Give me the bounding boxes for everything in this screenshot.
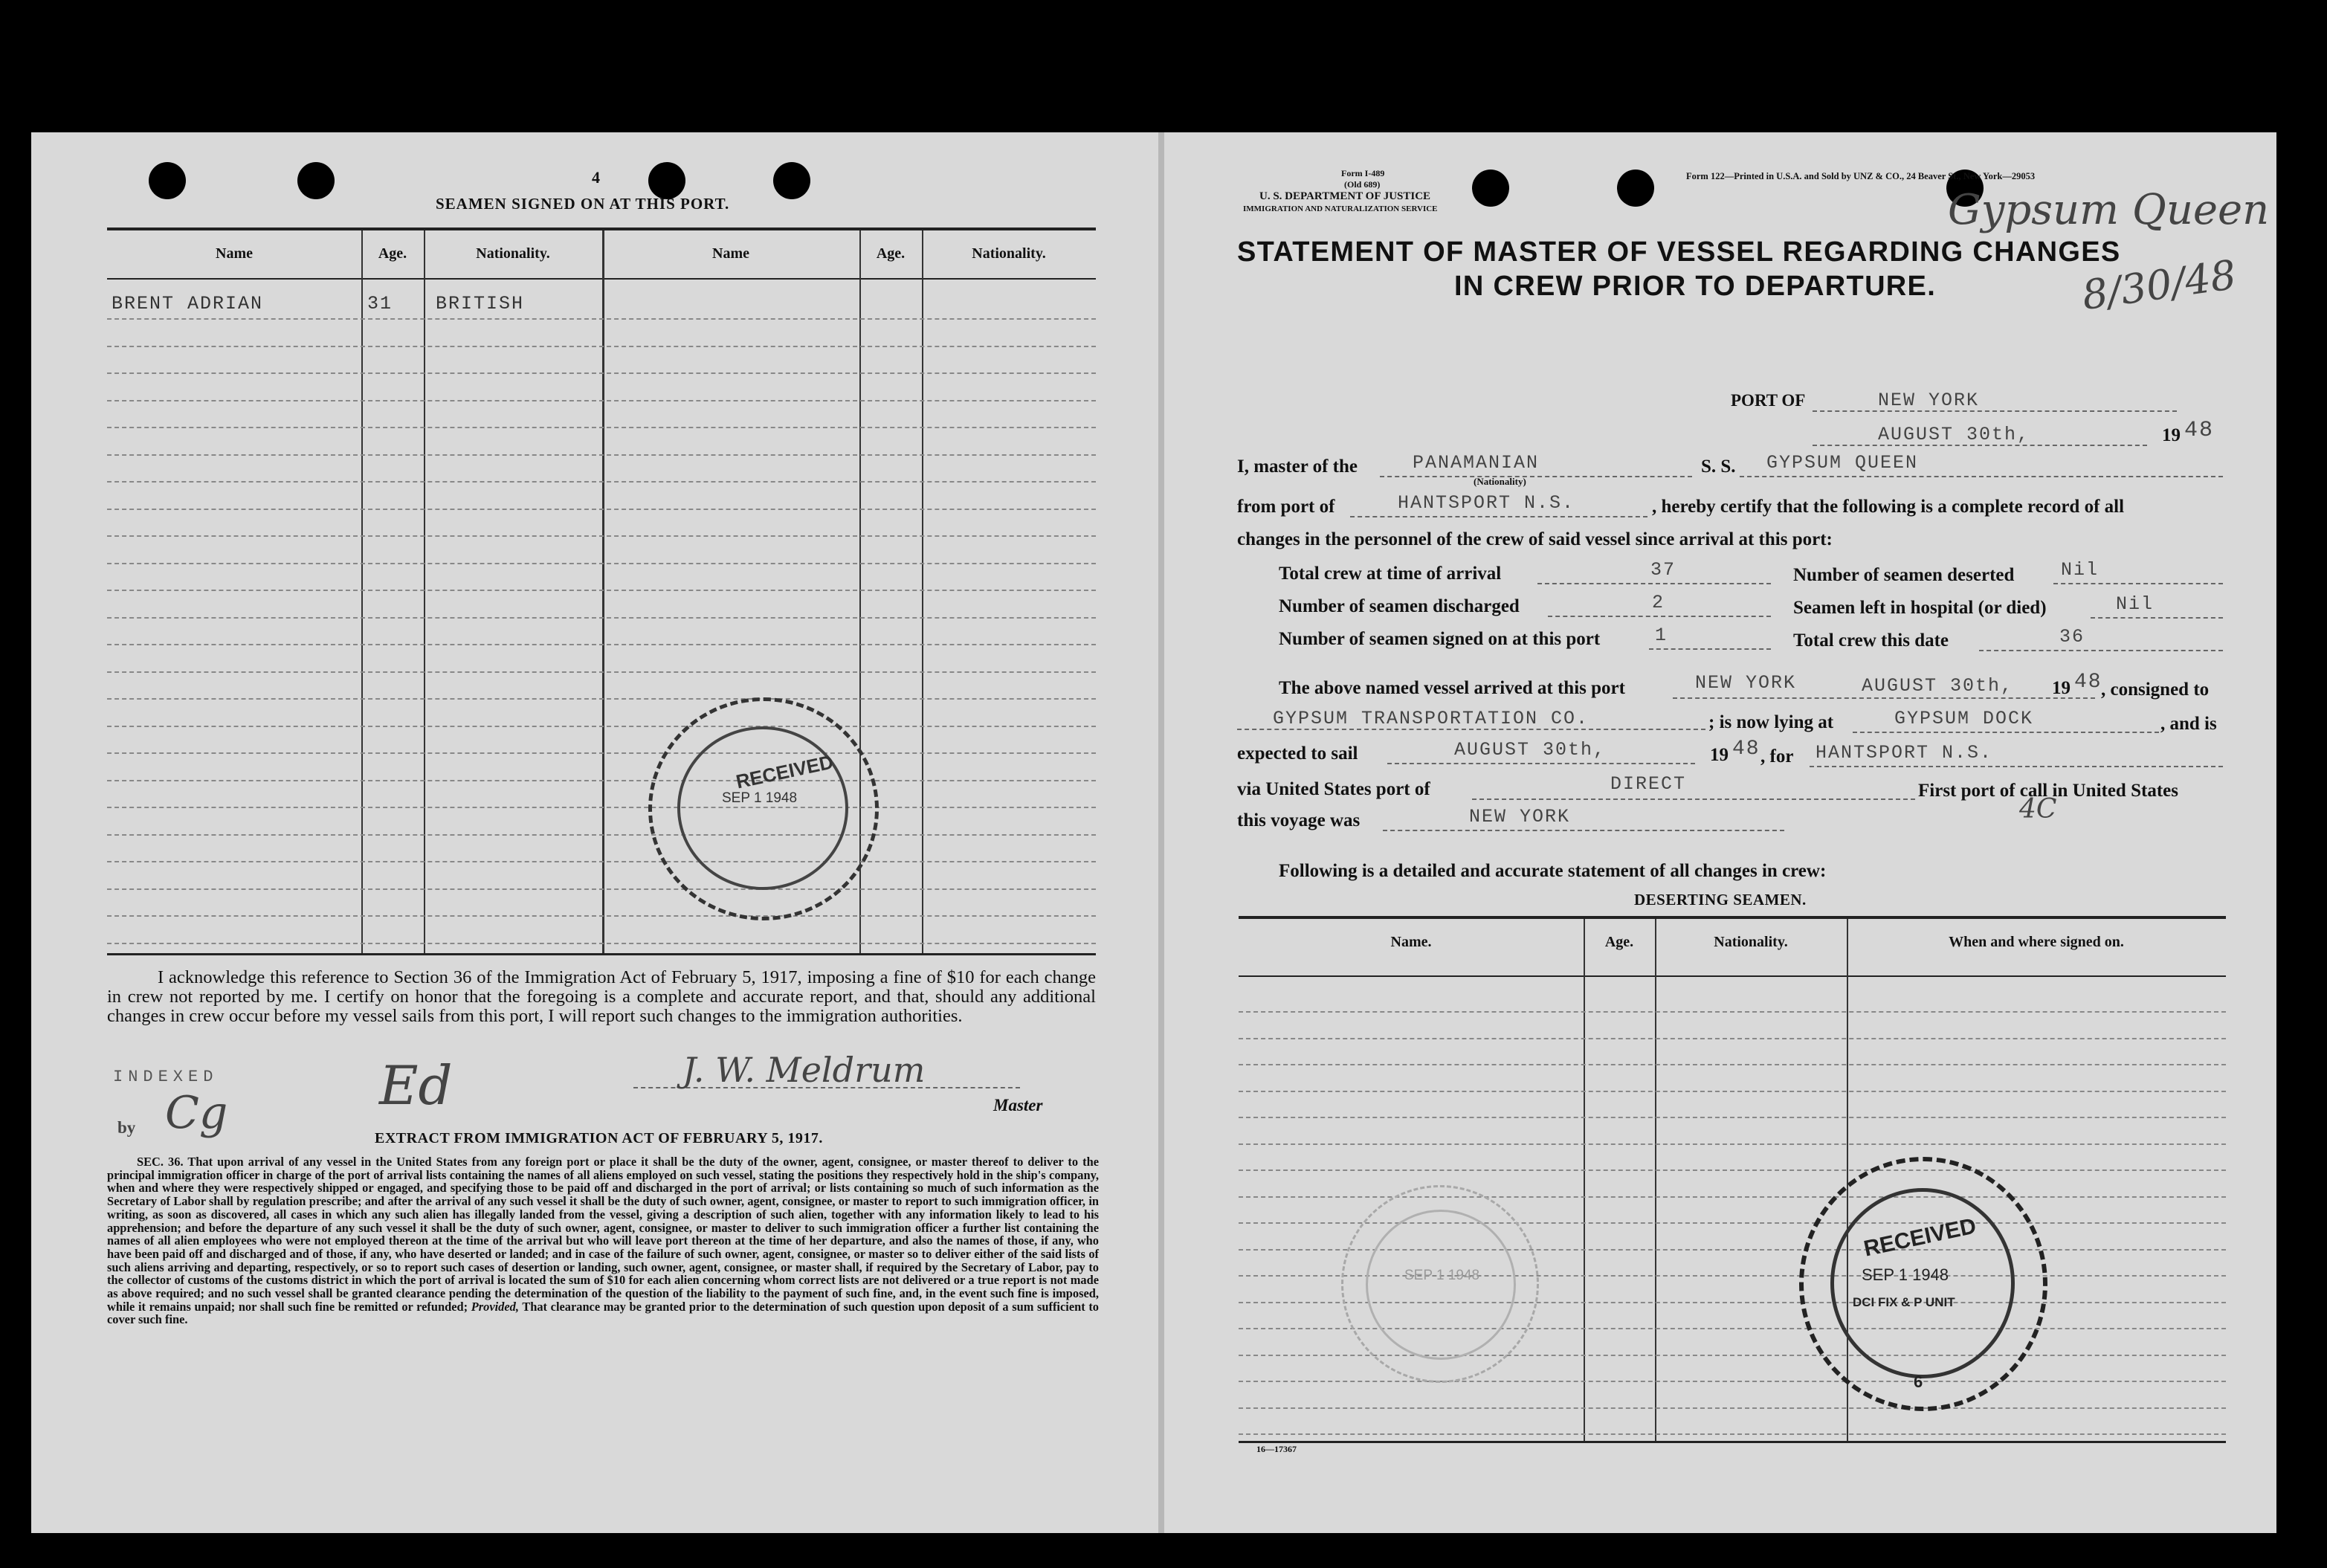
changes-text: changes in the personnel of the crew of said vessel since arrival at this port: [1237,529,1833,549]
and-is-label: , and is [2160,714,2217,734]
ruled-line [1239,1011,2226,1013]
arrived-date: AUGUST 30th, [1862,675,2014,697]
left-title: SEAMEN SIGNED ON AT THIS PORT. [436,195,730,213]
lying-value: GYPSUM DOCK [1894,708,2034,729]
col-header-nationality: Nationality. [476,245,550,262]
page-fold [1158,132,1164,1533]
clerk-initials: Ed [379,1054,453,1117]
table-top-rule [107,228,1096,230]
received-stamp: RECEIVED SEP 1 1948 [648,697,879,920]
ruled-line [107,563,1096,564]
ruled-line [1239,1407,2226,1409]
expected-year: 48 [1732,738,1760,761]
col-header-name: Name [216,245,253,262]
ruled-line [107,943,1096,944]
page-number: 4 [592,168,600,187]
entry-nationality: BRITISH [436,293,525,314]
nationality-caption: (Nationality) [1474,476,1526,487]
hand-mark: 4C [2019,794,2057,825]
extract-body: That upon arrival of any vessel in the United States from any foreign port or place it shall be the duty of the owner, agent, consignee, or master thereof to deliver to the principal immigration officer in charge of the port of arrival lists containing the names of all aliens employed on such vessel, stating the positions they respectively hold in the ship's company, when and where they were respectively shipped or engaged, and specifying those to be paid off and discharged in the port of arrival; or lists containing so much of such information as the Secretary of Labor shall by regulation prescribe; and after the arrival of any such vessel it shall be the duty of such owner, agent, consignee, or master to report to such immigration officer, in writing, as soon as discovered, all cases in which any such alien has illegally landed from the vessel, giving a description of such alien, together with any information likely to lead to his apprehension; and before the departure of any such vessel it shall be the duty of such owner, agent, consignee, or master to deliver to such immigration officer a further list containing the names of all alien employees who were not employed thereon at the time of the arrival but who will leave port thereon at the time of her departure, and also the names of those, if any, who have been paid off and discharged and of those, if any, who have deserted or landed; and in case of the failure of such owner, agent, consignee, or master so to deliver either of the said lists of such aliens arriving and departing, respectively, or so to report such cases of desertion or landing, such owner, agent, consignee, or master shall, if required by the Secretary of Labor, pay to the collector of customs of the customs district in which the port of arrival is located the sum of $10 for each alien concerning whom correct lists are not delivered or a true report is not made as above required; and no such vessel shall be granted clearance pending the determination of the question of the liability to the payment of such fine, and, in the event such fine is imposed, while it remains unpaid; nor shall such fine be remitted or refunded; [107,1155,1099,1314]
ruled-line [107,454,1096,456]
form-id: Form I-489 [1341,168,1385,178]
form-title-line2: IN CREW PRIOR TO DEPARTURE. [1454,271,1937,302]
extract-title: EXTRACT FROM IMMIGRATION ACT OF FEBRUARY 5, 1917. [375,1130,823,1146]
ruled-line [107,807,1096,808]
stat-label-total-date: Total crew this date [1793,630,1949,651]
ruled-line [1239,1091,2226,1092]
deserting-top-rule [1239,916,2226,919]
vessel-line [1740,476,2223,477]
ruled-line [1239,1381,2226,1382]
form-title-line1: STATEMENT OF MASTER OF VESSEL REGARDING CHANGES [1237,236,2121,268]
faint-received-stamp: SEP 1 1948 [1341,1185,1539,1383]
acknowledgment-text: I acknowledge this reference to Section 36 of the Immigration Act of February 5, 1917, imposing a fine of $10 for each change in crew not reported by me. I certify on honor that the foregoing is a complete and accurate report, and that, should any additional changes in crew occur before my vessel sails from this port, I will report such changes to the immigration authorities. [107,967,1096,1026]
service: IMMIGRATION AND NATURALIZATION SERVICE [1243,204,1438,213]
port-label: PORT OF [1731,391,1806,410]
stat-line [1649,648,1771,650]
stat-value-signed-on: 1 [1655,625,1668,646]
ruled-line [107,509,1096,510]
ruled-line [107,318,1096,320]
ruled-line [107,671,1096,673]
col-divider [922,230,923,953]
voyage-line [1383,830,1784,831]
consignee-value: GYPSUM TRANSPORTATION CO. [1273,708,1589,729]
deserting-header-signed-on: When and where signed on. [1949,934,2124,950]
printer-note: Form 122—Printed in U.S.A. and Sold by UNZ & CO., 24 Beaver St., New York—29053 [1686,171,2036,181]
table-bottom-rule [107,953,1096,955]
stat-value-discharged: 2 [1652,592,1665,613]
expected-date: AUGUST 30th, [1454,739,1607,761]
ruled-line [107,861,1096,862]
lying-label: ; is now lying at [1708,712,1834,732]
punch-hole [773,162,810,199]
stat-value-deserted: Nil [2061,559,2100,581]
punch-hole [149,162,186,199]
nationality-line [1380,476,1692,477]
ruled-line [107,780,1096,781]
for-label: , for [1760,746,1794,767]
indexed-by-label: by [117,1118,136,1137]
ruled-line [1239,1169,2226,1171]
from-port-line [1350,516,1647,517]
stat-line [1548,616,1771,617]
ruled-line [107,590,1096,591]
from-port-value: HANTSPORT N.S. [1398,492,1575,514]
stat-line [2091,617,2223,619]
handwritten-ship-name: Gypsum Queen [1948,186,2270,234]
extract-end: That clearance may be granted prior to the determination of such question upon deposit of a sum sufficient to cover such fine. [107,1299,1099,1327]
col-divider [1584,919,1585,1441]
punch-hole [1617,170,1654,207]
ruled-line [107,617,1096,619]
voyage-label: this voyage was [1237,810,1361,830]
first-port-label: First port of call in United States [1918,781,2178,801]
col-header-age: Age. [378,245,407,262]
stat-line [1537,583,1771,584]
col-divider [602,230,604,953]
arrived-port: NEW YORK [1695,672,1797,694]
ruled-line [107,915,1096,917]
ruled-line [1239,1143,2226,1145]
ruled-line [107,726,1096,727]
stat-label-hospital: Seamen left in hospital (or died) [1793,598,2047,618]
ruled-line [1239,1433,2226,1435]
certify-text: , hereby certify that the following is a complete record of all [1652,497,2125,517]
ruled-line [107,698,1096,700]
stat-value-total-date: 36 [2059,626,2085,648]
indexed-initials: Cg [165,1087,228,1139]
for-value: HANTSPORT N.S. [1816,742,1993,764]
arrived-line [1673,697,2095,699]
stat-label-total-arrival: Total crew at time of arrival [1279,564,1502,584]
expected-year-prefix: 19 [1710,745,1729,765]
deserting-header-nationality: Nationality. [1714,934,1788,950]
col-divider [1655,919,1656,1441]
ruled-line [107,427,1096,428]
via-line [1472,798,1915,800]
deserting-header-age: Age. [1604,934,1634,950]
vessel-value: GYPSUM QUEEN [1766,452,1919,474]
expected-label: expected to sail [1237,743,1358,764]
ruled-line [107,834,1096,836]
deserting-title: DESERTING SEAMEN. [1634,891,1807,909]
stat-line [2053,583,2223,584]
ruled-line [107,535,1096,537]
ss-label: S. S. [1701,456,1736,477]
form-old: (Old 689) [1344,179,1381,190]
expected-line [1387,763,1695,764]
indexed-stamp: INDEXED [113,1068,219,1086]
ruled-line [1239,1038,2226,1039]
footer-code: 16—17367 [1256,1444,1297,1454]
date-value: AUGUST 30th, [1878,424,2030,445]
punch-hole [297,162,335,199]
lying-line [1853,732,2159,733]
master-of-label: I, master of the [1237,456,1358,477]
deserting-header-name: Name. [1390,934,1432,950]
ruled-line [107,644,1096,645]
ruled-line [1239,1196,2226,1198]
stat-label-deserted: Number of seamen deserted [1793,565,2015,585]
col-header-age: Age. [876,245,906,262]
stat-label-discharged: Number of seamen discharged [1279,596,1520,616]
via-label: via United States port of [1237,779,1430,799]
extract-text [107,1155,1099,1326]
via-value: DIRECT [1610,773,1687,795]
punch-hole [1472,170,1509,207]
master-label: Master [993,1096,1043,1114]
punch-hole [648,162,685,199]
table-header-rule [107,278,1096,280]
sec-label: SEC. 36. [137,1155,184,1169]
ruled-line [1239,1117,2226,1118]
handwritten-date: 8/30/48 [2079,251,2239,320]
col-divider [424,230,425,953]
entry-age: 31 [367,293,393,314]
port-value: NEW YORK [1878,390,1980,411]
col-header-nationality: Nationality. [972,245,1046,262]
from-port-label: from port of [1237,497,1335,517]
arrived-year-prefix: 19 [2052,678,2071,698]
stat-label-signed-on: Number of seamen signed on at this port [1279,629,1601,649]
provided-label: Provided, [471,1299,519,1314]
received-stamp-right: RECEIVED SEP 1 1948 DCI FIX & P UNIT 6 [1799,1157,2047,1411]
for-line [1810,766,2223,767]
col-divider [361,230,363,953]
agency: U. S. DEPARTMENT OF JUSTICE [1259,190,1431,202]
port-line [1813,410,2177,412]
deserting-header-rule [1239,975,2226,977]
ruled-line [107,400,1096,401]
ruled-line [107,372,1096,374]
arrived-label: The above named vessel arrived at this port [1279,678,1625,698]
arrived-year: 48 [2074,671,2102,694]
col-header-name: Name [712,245,749,262]
ruled-line [1239,1064,2226,1065]
stat-value-hospital: Nil [2116,593,2155,615]
year-value: 48 [2184,418,2215,443]
deserting-bottom-rule [1239,1441,2226,1443]
consigned-label: , consigned to [2101,680,2210,700]
master-signature: J. W. Meldrum [682,1050,926,1090]
stat-value-total-arrival: 37 [1650,559,1676,581]
entry-name: BRENT ADRIAN [112,293,264,314]
ruled-line [107,888,1096,890]
following-text: Following is a detailed and accurate statement of all changes in crew: [1279,861,1827,881]
nationality-value: PANAMANIAN [1413,452,1540,474]
stat-line [1979,650,2223,651]
year-prefix: 19 [2162,425,2181,445]
voyage-value: NEW YORK [1469,806,1571,827]
ruled-line [107,481,1096,483]
ruled-line [107,346,1096,347]
ruled-line [107,752,1096,754]
